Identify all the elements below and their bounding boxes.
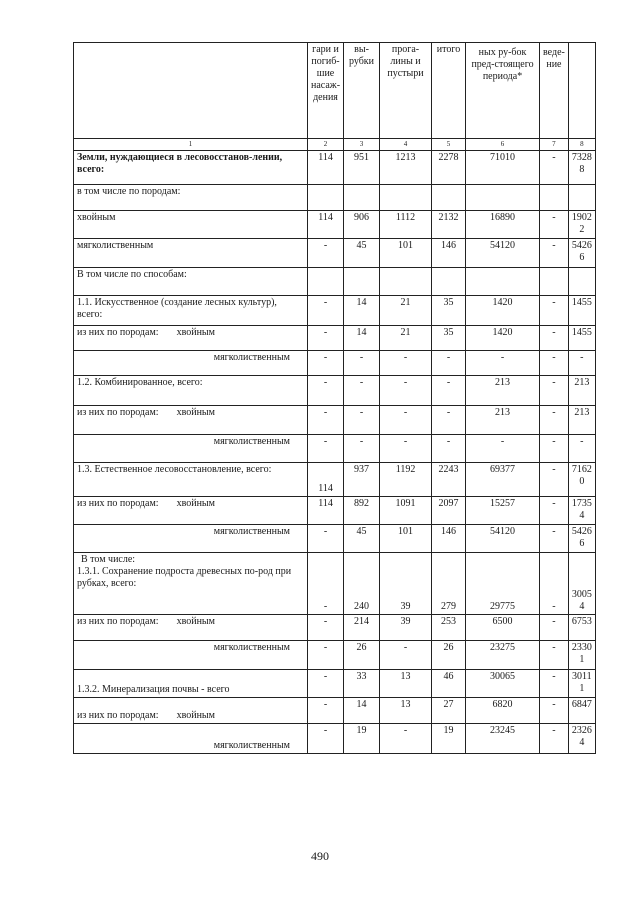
row-label: хвойным [74,211,308,239]
index-cell: 1 [74,139,308,151]
cell-value: 2326 4 [568,724,595,754]
row-label-group: из них по породам: [77,616,159,627]
cell-value: 1735 4 [568,497,595,525]
row-label-group: из них по породам: [77,710,159,721]
cell-value: - [380,724,432,754]
header-cell-7: веде-ние [540,43,569,139]
cell-value: 6820 [466,698,540,724]
row-label [74,326,308,351]
cell-value: 101 [380,525,432,553]
cell-value: - [466,351,540,376]
row-label: 1.3.2. Минерализация почвы - всего [74,670,308,698]
cell-value: - [540,326,569,351]
cell-value: 35 [432,326,466,351]
row-label-species: мягколиственным [213,526,290,537]
row-label [74,553,308,615]
cell-value: - [344,351,380,376]
cell-value: 2243 [432,463,466,497]
cell-value: - [344,376,380,406]
cell-value: 213 [568,376,595,406]
cell-value: - [380,351,432,376]
table-row [74,326,596,351]
cell-value: - [540,670,569,698]
cell-value: 26 [432,641,466,670]
row-label-species: мягколиственным [213,352,290,363]
table-row [74,525,596,553]
cell-value: 146 [432,525,466,553]
header-cell-6: ных ру-бок пред-стоящего периода* [466,43,540,139]
cell-value: 1902 2 [568,211,595,239]
cell-value: 1455 [568,326,595,351]
row-label: в том числе по породам: [74,185,308,211]
cell-value [568,185,595,211]
cell-value: - [540,724,569,754]
cell-value: - [308,641,344,670]
cell-value: - [540,497,569,525]
row-label-species: мягколиственным [213,436,290,447]
row-label-group: из них по породам: [77,407,159,418]
row-label-species: мягколиственным [213,740,290,751]
reforestation-table [73,42,596,754]
cell-value: 14 [344,326,380,351]
table-row [74,185,596,211]
cell-value: 1420 [466,296,540,326]
cell-value [308,268,344,296]
row-label-group: из них по породам: [77,498,159,509]
cell-value: - [308,670,344,698]
cell-value: 2278 [432,151,466,185]
cell-value: - [540,698,569,724]
cell-value: 35 [432,296,466,326]
table-row [74,211,596,239]
table-row [74,553,596,615]
cell-value: 213 [466,376,540,406]
cell-value: - [308,553,344,615]
cell-value: 213 [466,406,540,435]
cell-value: 892 [344,497,380,525]
cell-value: - [344,406,380,435]
cell-value: - [308,376,344,406]
cell-value: 279 [432,553,466,615]
header-cell-3: вы-рубки [344,43,380,139]
index-cell: 6 [466,139,540,151]
cell-value: - [568,435,595,463]
cell-value: 5426 6 [568,239,595,268]
cell-value: 906 [344,211,380,239]
table-row [74,406,596,435]
cell-value: - [466,435,540,463]
cell-value: - [308,296,344,326]
row-label [74,615,308,641]
cell-value: 54120 [466,239,540,268]
cell-value: 101 [380,239,432,268]
cell-value: 27 [432,698,466,724]
cell-value: - [432,351,466,376]
cell-value: - [308,351,344,376]
cell-value: - [308,239,344,268]
row-label-species: хвойным [176,327,215,338]
cell-value: 114 [308,211,344,239]
table-row [74,296,596,326]
cell-value [540,268,569,296]
row-label: 1.2. Комбинированное, всего: [74,376,308,406]
row-label: мягколиственным [74,239,308,268]
cell-value: 39 [380,553,432,615]
cell-value: 26 [344,641,380,670]
cell-value: - [308,615,344,641]
column-index-row [74,139,596,151]
cell-value: 1192 [380,463,432,497]
row-label-species: хвойным [176,710,215,721]
table-row [74,351,596,376]
cell-value: - [308,406,344,435]
index-cell: 4 [380,139,432,151]
cell-value: 146 [432,239,466,268]
cell-value: 46 [432,670,466,698]
cell-value: 6500 [466,615,540,641]
row-label: 1.1. Искусственное (создание лесных культур), всего: [74,296,308,326]
cell-value: 6847 [568,698,595,724]
cell-value: - [540,615,569,641]
cell-value: - [540,211,569,239]
cell-value: - [432,376,466,406]
cell-value: 19 [432,724,466,754]
cell-value [308,185,344,211]
cell-value: - [380,376,432,406]
table-row [74,151,596,185]
row-label-group: В том числе: [81,554,136,565]
cell-value: 1213 [380,151,432,185]
table-row [74,698,596,724]
cell-value: - [540,435,569,463]
table-row [74,670,596,698]
table-row [74,435,596,463]
cell-value: - [540,351,569,376]
row-label [74,698,308,724]
cell-value: 3005 4 [568,553,595,615]
cell-value: 19 [344,724,380,754]
cell-value: - [308,698,344,724]
row-label-subsection: 1.3.1. Сохранение подроста древесных по-род при рубках, всего: [77,566,292,589]
cell-value: 951 [344,151,380,185]
index-cell: 3 [344,139,380,151]
cell-value [380,185,432,211]
cell-value: 33 [344,670,380,698]
cell-value: 214 [344,615,380,641]
row-label [74,525,308,553]
cell-value: - [540,525,569,553]
cell-value: 16890 [466,211,540,239]
cell-value: - [540,406,569,435]
row-label [74,497,308,525]
cell-value: 3011 1 [568,670,595,698]
cell-value: - [540,376,569,406]
table-row [74,641,596,670]
cell-value: 54120 [466,525,540,553]
header-cell-1 [74,43,308,139]
cell-value: - [540,239,569,268]
row-label [74,435,308,463]
cell-value: 14 [344,296,380,326]
cell-value: - [380,406,432,435]
cell-value: - [308,326,344,351]
cell-value [568,268,595,296]
cell-value [466,268,540,296]
cell-value: 213 [568,406,595,435]
table-row [74,239,596,268]
row-label-species: хвойным [176,407,215,418]
cell-value: 23275 [466,641,540,670]
table-row [74,376,596,406]
row-label-species: хвойным [176,616,215,627]
index-cell: 2 [308,139,344,151]
cell-value: - [380,641,432,670]
cell-value: 114 [308,497,344,525]
page-number: 490 [311,849,329,863]
row-label [74,724,308,754]
header-cell-8 [568,43,595,139]
table-row [74,463,596,497]
cell-value: 1420 [466,326,540,351]
cell-value: - [540,553,569,615]
cell-value: 13 [380,670,432,698]
cell-value: 1091 [380,497,432,525]
cell-value: 1455 [568,296,595,326]
row-label: 1.3. Естественное лесовосстановление, всего: [74,463,308,497]
cell-value: 2132 [432,211,466,239]
cell-value: 1112 [380,211,432,239]
cell-value: - [432,406,466,435]
cell-value: 253 [432,615,466,641]
cell-value: 45 [344,525,380,553]
cell-value: 937 [344,463,380,497]
cell-value: - [308,525,344,553]
cell-value: 39 [380,615,432,641]
cell-value: 5426 6 [568,525,595,553]
cell-value [432,268,466,296]
cell-value: 45 [344,239,380,268]
row-label [74,641,308,670]
cell-value [540,185,569,211]
index-cell: 5 [432,139,466,151]
cell-value: 69377 [466,463,540,497]
cell-value [344,268,380,296]
cell-value: 2330 1 [568,641,595,670]
cell-value: - [540,151,569,185]
cell-value: - [432,435,466,463]
cell-value: - [380,435,432,463]
cell-value: 6753 [568,615,595,641]
index-cell: 7 [540,139,569,151]
cell-value: 71010 [466,151,540,185]
header-cell-2: гари и погиб-шие насаж-дения [308,43,344,139]
cell-value: 114 [308,463,344,497]
cell-value: 2097 [432,497,466,525]
cell-value [432,185,466,211]
cell-value: - [308,724,344,754]
header-row [74,43,596,139]
cell-value: 29775 [466,553,540,615]
header-cell-5: итого [432,43,466,139]
cell-value: 21 [380,326,432,351]
cell-value [466,185,540,211]
row-label [74,406,308,435]
header-cell-4: прога-лины и пустыри [380,43,432,139]
cell-value: 7162 0 [568,463,595,497]
row-label: Земли, нуждающиеся в лесовосстанов-лении, всего: [74,151,308,185]
cell-value: - [540,463,569,497]
cell-value: 14 [344,698,380,724]
cell-value: - [308,435,344,463]
cell-value: 13 [380,698,432,724]
cell-value: 114 [308,151,344,185]
cell-value: 240 [344,553,380,615]
row-label: В том числе по способам: [74,268,308,296]
table-row [74,724,596,754]
row-label-species: хвойным [176,498,215,509]
row-label-group: из них по породам: [77,327,159,338]
cell-value: - [344,435,380,463]
cell-value: 21 [380,296,432,326]
cell-value: 30065 [466,670,540,698]
row-label [74,351,308,376]
table-row [74,615,596,641]
cell-value: - [568,351,595,376]
cell-value: - [540,296,569,326]
cell-value: 15257 [466,497,540,525]
index-cell: 8 [568,139,595,151]
cell-value: 23245 [466,724,540,754]
cell-value: - [540,641,569,670]
row-label-species: мягколиственным [213,642,290,653]
cell-value [380,268,432,296]
table-row [74,268,596,296]
cell-value: 7328 8 [568,151,595,185]
table-row [74,497,596,525]
cell-value [344,185,380,211]
